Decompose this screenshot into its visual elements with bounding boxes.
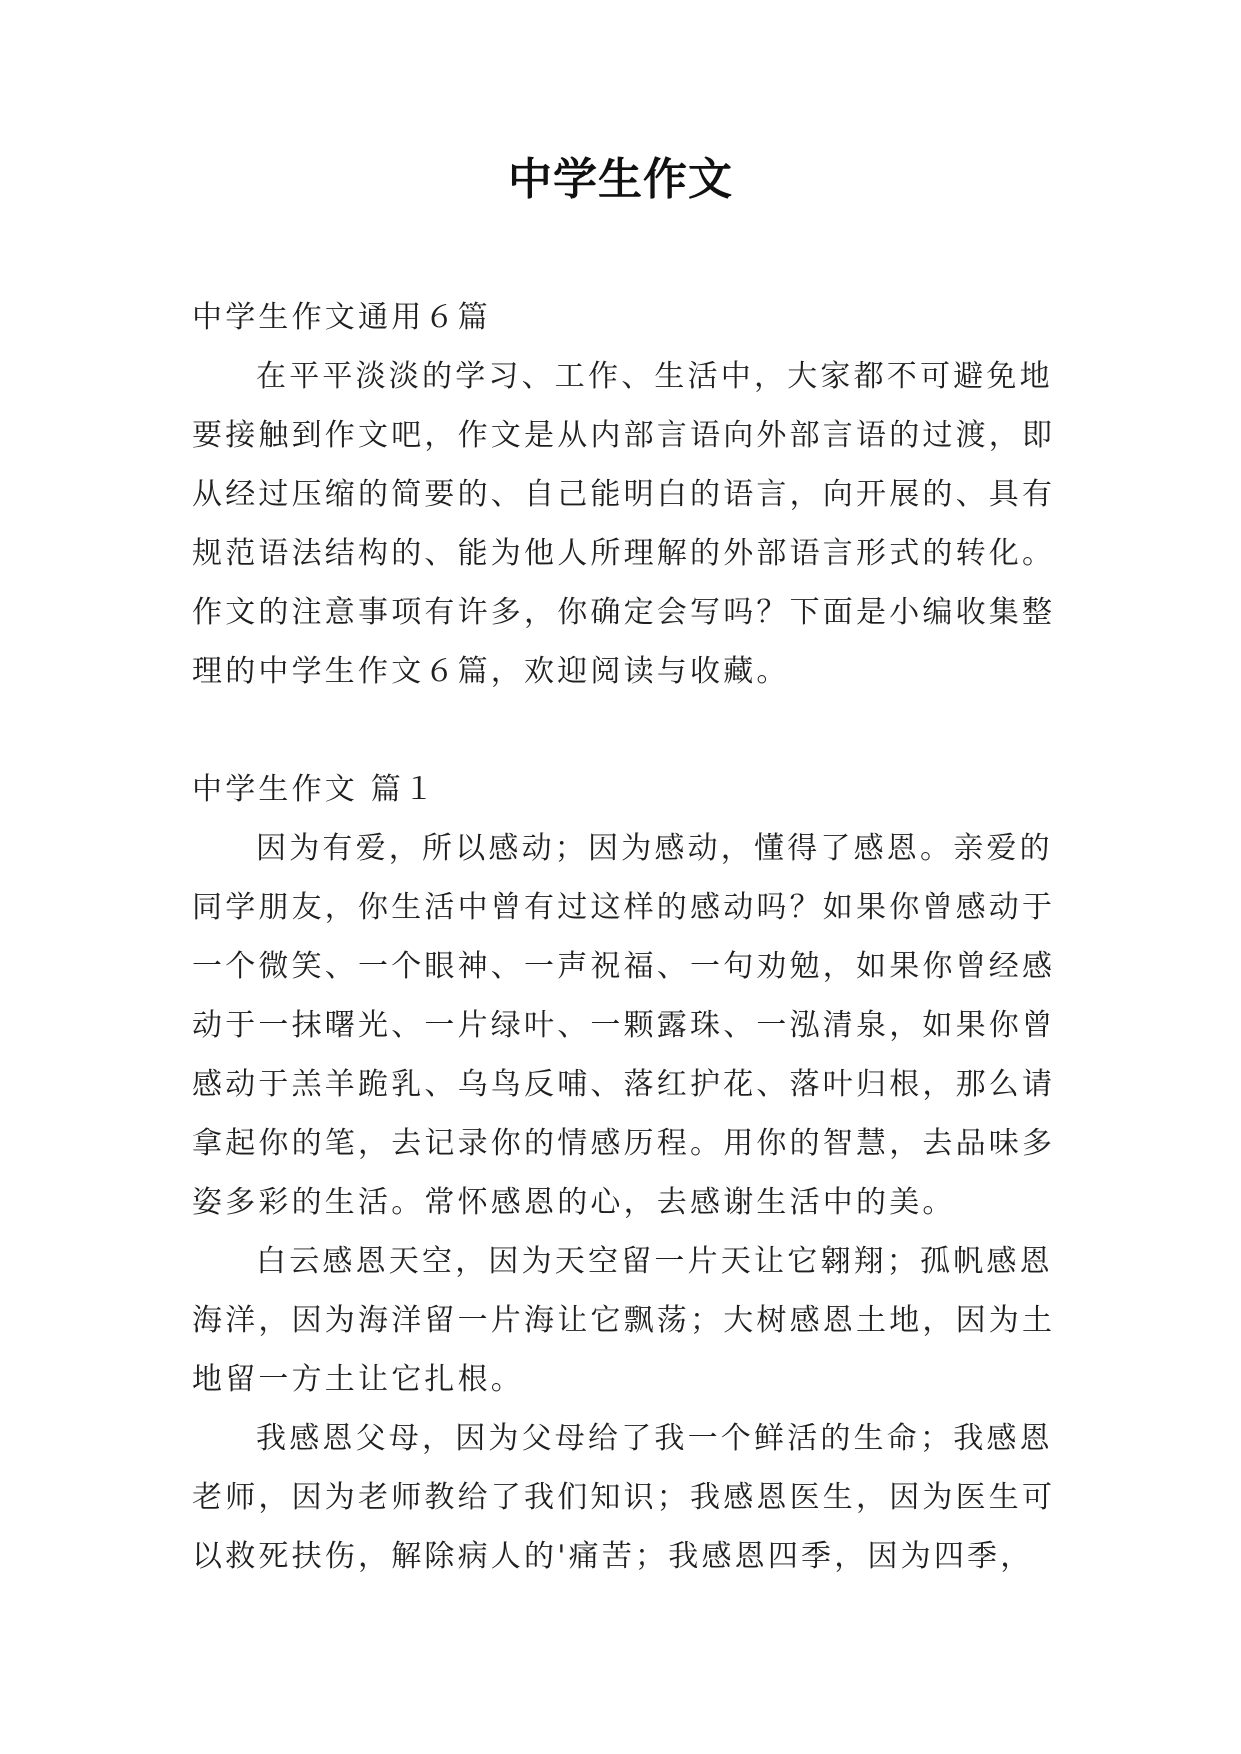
text-line: 拿起你的笔，去记录你的情感历程。用你的智慧，去品味多 xyxy=(192,1126,1056,1161)
intro-paragraph xyxy=(192,347,1058,701)
text-line: 规范语法结构的、能为他人所理解的外部语言形式的转化。 xyxy=(192,536,1056,571)
text-line: 老师，因为老师教给了我们知识；我感恩医生，因为医生可 xyxy=(192,1480,1056,1515)
text-line: 同学朋友，你生活中曾有过这样的感动吗？如果你曾感动于 xyxy=(192,890,1056,925)
document-body xyxy=(192,288,1058,1586)
section-heading: 中学生作文 篇１ xyxy=(192,772,438,807)
text-line: 姿多彩的生活。常怀感恩的心，去感谢生活中的美。 xyxy=(192,1185,956,1220)
text-line: 因为有爱，所以感动；因为感动，懂得了感恩。亲爱的 xyxy=(256,831,1053,866)
document-title: 中学生作文 xyxy=(508,154,733,205)
text-line: 动于一抹曙光、一片绿叶、一颗露珠、一泓清泉，如果你曾 xyxy=(192,1008,1056,1043)
text-line: 在平平淡淡的学习、工作、生活中，大家都不可避免地 xyxy=(256,359,1053,394)
text-line: 理的中学生作文６篇，欢迎阅读与收藏。 xyxy=(192,654,790,689)
text-line: 我感恩父母，因为父母给了我一个鲜活的生命；我感恩 xyxy=(256,1421,1053,1456)
text-line: 地留一方土让它扎根。 xyxy=(192,1362,524,1397)
intro-heading: 中学生作文通用６篇 xyxy=(192,300,491,335)
text-line: 要接触到作文吧，作文是从内部言语向外部言语的过渡，即 xyxy=(192,418,1056,453)
text-line: 感动于羔羊跪乳、乌鸟反哺、落红护花、落叶归根，那么请 xyxy=(192,1067,1056,1102)
section-paragraph xyxy=(192,1409,1058,1586)
text-line: 一个微笑、一个眼神、一声祝福、一句劝勉，如果你曾经感 xyxy=(192,949,1056,984)
section-paragraph xyxy=(192,1232,1058,1409)
section-spacer xyxy=(192,701,1058,760)
text-line: 从经过压缩的简要的、自己能明白的语言，向开展的、具有 xyxy=(192,477,1056,512)
text-line: 白云感恩天空，因为天空留一片天让它翱翔；孤帆感恩 xyxy=(256,1244,1053,1279)
text-line: 海洋，因为海洋留一片海让它飘荡；大树感恩土地，因为土 xyxy=(192,1303,1056,1338)
section-paragraph xyxy=(192,819,1058,1232)
text-line: 以救死扶伤，解除病人的'痛苦；我感恩四季，因为四季， xyxy=(192,1539,1034,1574)
text-line: 作文的注意事项有许多，你确定会写吗？下面是小编收集整 xyxy=(192,595,1056,630)
